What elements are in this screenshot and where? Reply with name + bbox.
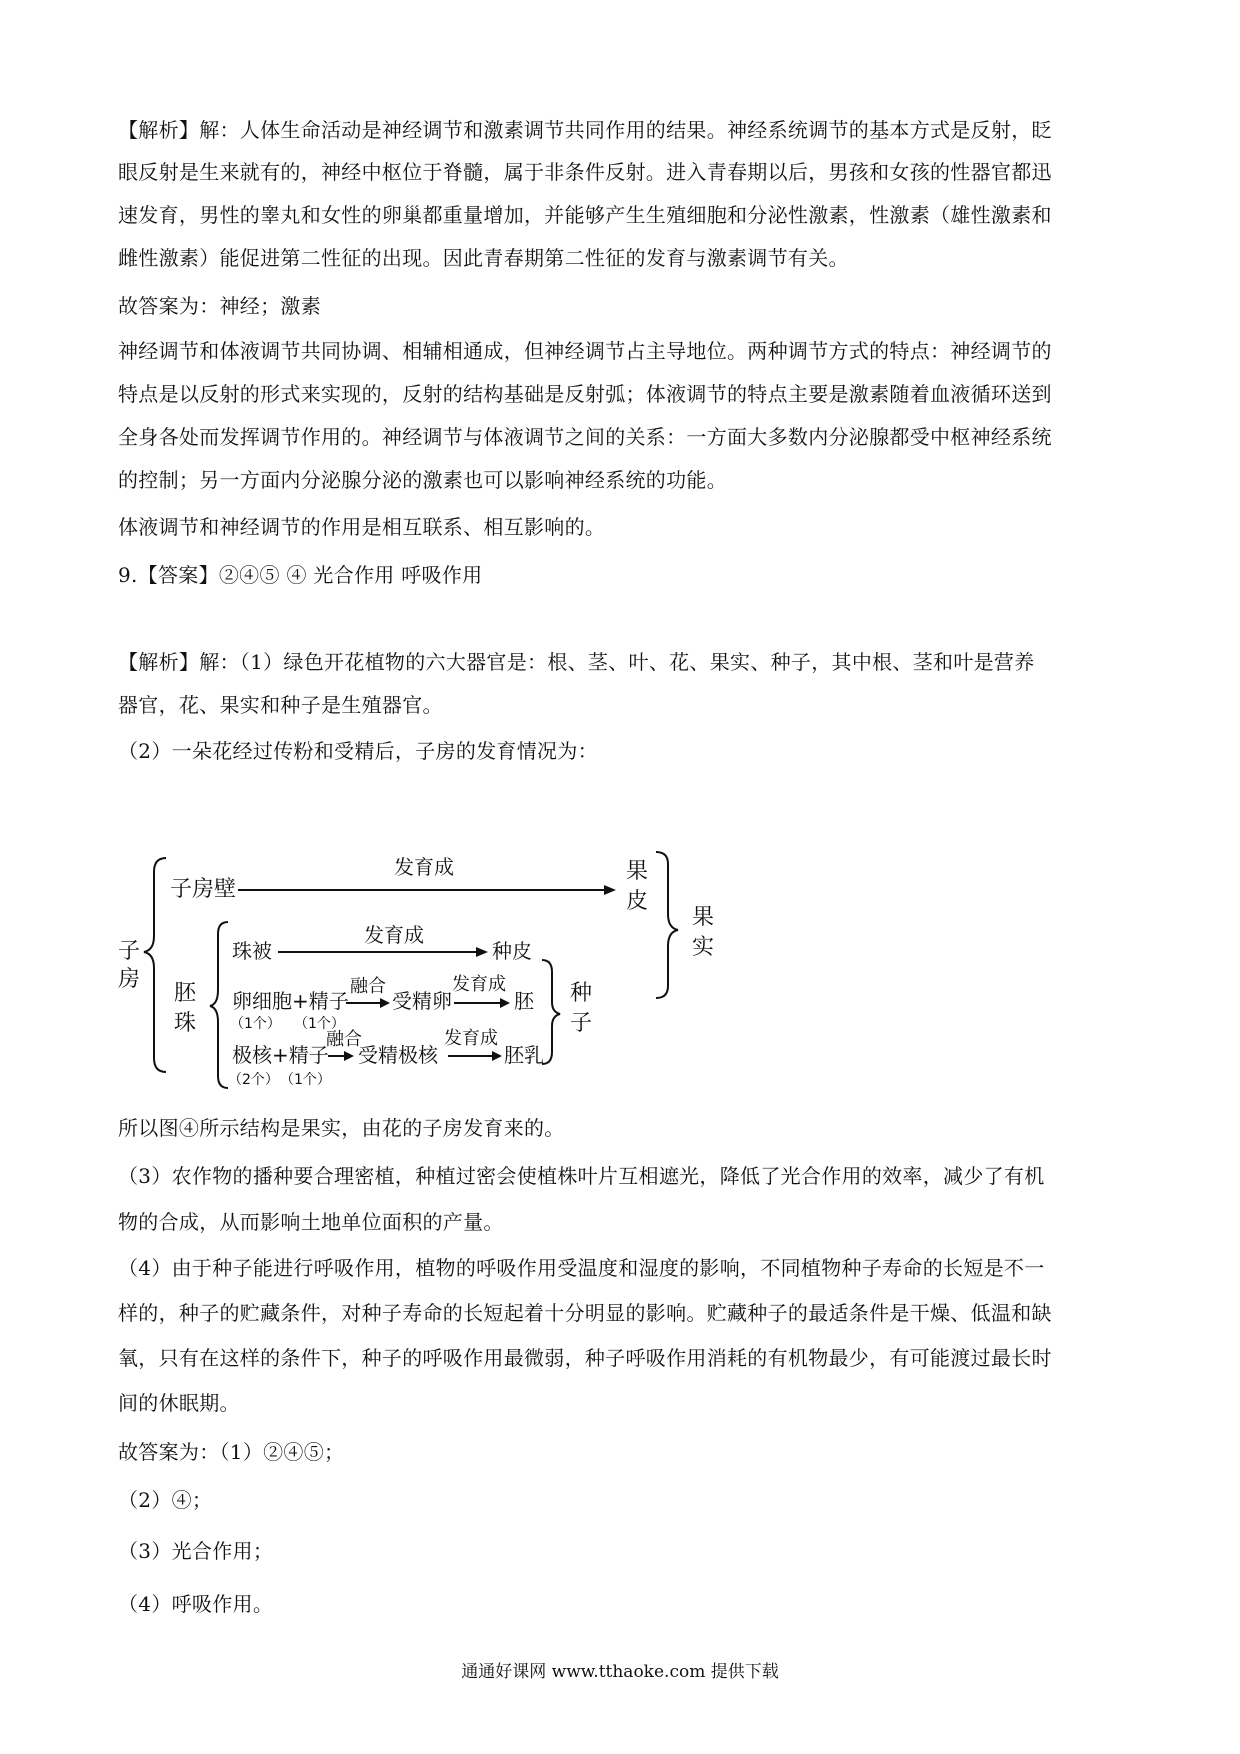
polar-sperm-label: 极核+精子 (232, 1043, 329, 1067)
text-line: 所以图④所示结构是果实，由花的子房发育来的。 (118, 1116, 565, 1140)
fusion-label: 融合 (326, 1029, 362, 1050)
sperm-count-label: （1个） (280, 1072, 331, 1088)
text-line: 物的合成，从而影响土地单位面积的产量。 (118, 1210, 504, 1234)
pericarp-label: 皮 (626, 889, 649, 914)
text-line: 体液调节和神经调节的作用是相互联系、相互影响的。 (118, 515, 606, 539)
endosperm-label: 胚乳 (504, 1043, 544, 1067)
ovary-label: 房 (118, 967, 141, 992)
fruit-brace (656, 852, 678, 998)
develops-into-label: 发育成 (394, 855, 454, 879)
arrow-head (492, 1051, 502, 1061)
text-line: （2）一朵花经过传粉和受精后，子房的发育情况为： (118, 739, 598, 763)
ovary-label: 子 (118, 939, 141, 964)
text-line: 速发育，男性的睾丸和女性的卵巢都重量增加，并能够产生生殖细胞和分泌性激素，性激素（雄性激素和 (118, 203, 1052, 227)
text-line: 故答案为：神经；激素 (118, 294, 321, 318)
text-line: 的控制；另一方面内分泌腺分泌的激素也可以影响神经系统的功能。 (118, 468, 727, 492)
answer-line: （3）光合作用； (118, 1539, 274, 1563)
ovule-brace (210, 922, 228, 1088)
text-line: 间的休眠期。 (118, 1391, 240, 1415)
text-line: 【解析】解：人体生命活动是神经调节和激素调节共同作用的结果。神经系统调节的基本方式是反射，眨 (118, 118, 1052, 142)
arrow-head (604, 885, 616, 895)
arrow-head (344, 1051, 354, 1061)
text-line: 全身各处而发挥调节作用的。神经调节与体液调节之间的关系：一方面大多数内分泌腺都受中枢神经系统 (118, 425, 1052, 449)
embryo-label: 胚 (514, 989, 534, 1013)
seed-coat-label: 种皮 (492, 939, 532, 963)
text-line: 氧，只有在这样的条件下，种子的呼吸作用最微弱，种子呼吸作用消耗的有机物最少，有可能渡过最长时 (118, 1346, 1052, 1370)
seed-label: 种 (570, 981, 593, 1006)
ovary-wall-label: 子房壁 (170, 877, 237, 902)
text-line: 雌性激素）能促进第二性征的出现。因此青春期第二性征的发育与激素调节有关。 (118, 246, 849, 270)
text-line: 样的，种子的贮藏条件，对种子寿命的长短起着十分明显的影响。贮藏种子的最适条件是干燥、低温和缺 (118, 1301, 1052, 1325)
answer-line: （2）④； (118, 1488, 213, 1512)
text-line: 【解析】解：（1）绿色开花植物的六大器官是：根、茎、叶、花、果实、种子，其中根、茎和叶是营养 (118, 650, 1035, 674)
fruit-label: 实 (692, 935, 715, 960)
text-line: 神经调节和体液调节共同协调、相辅相通成，但神经调节占主导地位。两种调节方式的特点：神经调节的 (118, 339, 1052, 363)
text-line: 器官，花、果实和种子是生殖器官。 (118, 693, 443, 717)
polar-count-label: （2个） (228, 1072, 279, 1088)
ovule-label: 珠 (174, 1011, 197, 1036)
fertilized-polar-label: 受精极核 (358, 1043, 438, 1067)
sperm-count-label: （1个） (294, 1016, 345, 1032)
develops-into-label: 发育成 (444, 1028, 498, 1049)
integument-label: 珠被 (232, 939, 272, 963)
arrow-head (380, 998, 390, 1008)
zygote-label: 受精卵 (392, 989, 452, 1013)
arrow-head (500, 998, 510, 1008)
pericarp-label: 果 (626, 859, 649, 884)
egg-count-label: （1个） (230, 1016, 281, 1032)
egg-sperm-label: 卵细胞+精子 (232, 989, 349, 1013)
text-line: （3）农作物的播种要合理密植，种植过密会使植株叶片互相遮光，降低了光合作用的效率，减少了有机 (118, 1164, 1045, 1188)
ovule-label: 胚 (174, 981, 197, 1006)
develops-into-label: 发育成 (364, 923, 424, 947)
seed-label: 子 (570, 1011, 593, 1036)
arrow-head (476, 947, 488, 957)
text-line: 特点是以反射的形式来实现的，反射的结构基础是反射弧；体液调节的特点主要是激素随着血液循环送到 (118, 382, 1052, 406)
develops-into-label: 发育成 (452, 974, 506, 995)
ovary-brace (144, 858, 166, 1072)
ovary-development-diagram (118, 840, 738, 1090)
answer-line: （4）呼吸作用。 (118, 1592, 274, 1616)
fruit-label: 果 (692, 905, 715, 930)
answer-line: 9.【答案】②④⑤ ④ 光合作用 呼吸作用 (118, 563, 483, 587)
seed-brace (542, 960, 560, 1064)
text-line: （4）由于种子能进行呼吸作用，植物的呼吸作用受温度和湿度的影响，不同植物种子寿命的长短是不一 (118, 1256, 1045, 1280)
text-line: 眼反射是生来就有的，神经中枢位于脊髓，属于非条件反射。进入青春期以后，男孩和女孩的性器官都迅 (118, 160, 1052, 184)
fusion-label: 融合 (350, 976, 386, 997)
answer-line: 故答案为：（1）②④⑤； (118, 1440, 345, 1464)
footer-credit: 通通好课网 www.tthaoke.com 提供下载 (461, 1662, 779, 1682)
